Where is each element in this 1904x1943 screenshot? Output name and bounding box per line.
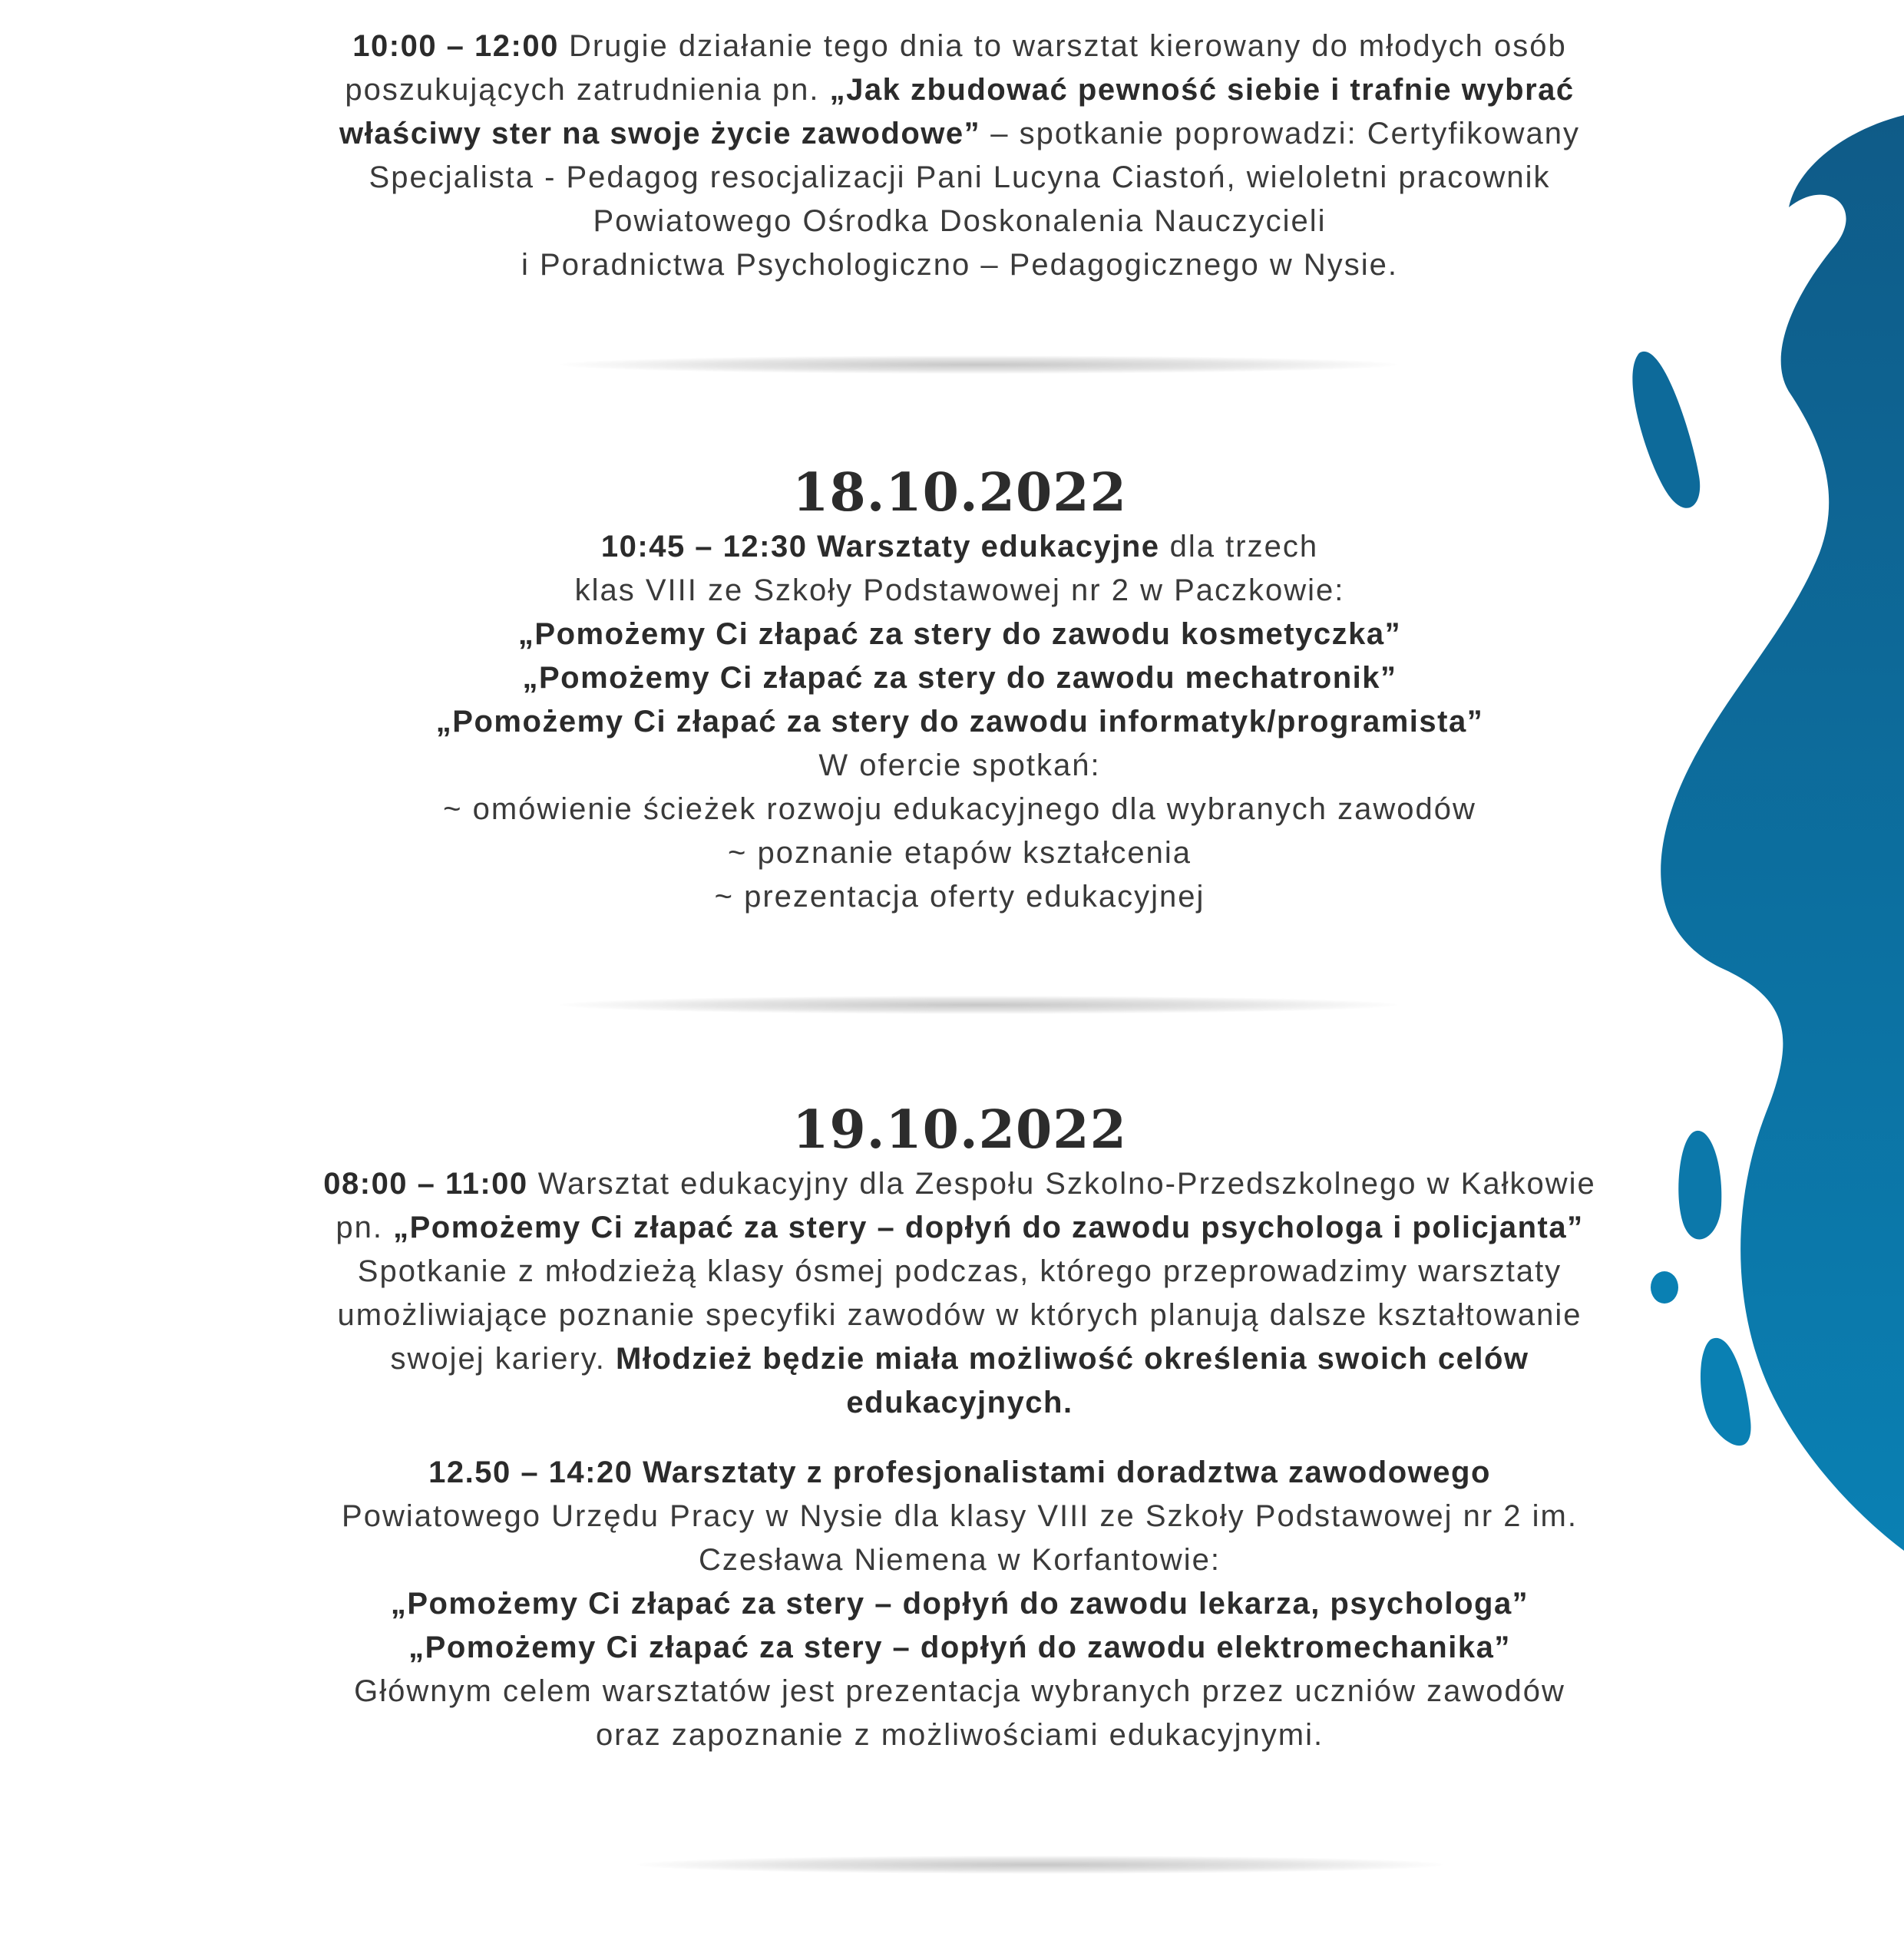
text-line bbox=[292, 831, 1628, 875]
text-line bbox=[292, 156, 1628, 200]
section3-lines-b bbox=[292, 1451, 1628, 1757]
text-run: swojej kariery. bbox=[390, 1342, 616, 1376]
text-line bbox=[292, 1582, 1628, 1626]
text-line bbox=[292, 569, 1628, 613]
text-line bbox=[292, 243, 1628, 287]
section-workshop-intro bbox=[292, 25, 1628, 287]
bold-text: 12.50 – 14:20 Warsztaty z profesjonalistami doradztwa zawodowego bbox=[428, 1456, 1491, 1489]
text-line bbox=[292, 613, 1628, 656]
bold-text: „Pomożemy Ci złapać za stery do zawodu mechatronik” bbox=[522, 661, 1397, 695]
text-run: pn. bbox=[336, 1211, 394, 1244]
text-line bbox=[292, 1538, 1628, 1582]
text-run: Głównym celem warsztatów jest prezentacja wybranych przez uczniów zawodów bbox=[354, 1674, 1565, 1708]
blob-small-drop-top bbox=[1632, 352, 1700, 508]
text-line bbox=[292, 1250, 1628, 1294]
text-run: W ofercie spotkań: bbox=[818, 748, 1101, 782]
text-run: Drugie działanie tego dnia to warsztat kierowany do młodych osób bbox=[558, 29, 1567, 63]
text-run: i Poradnictwa Psychologiczno – Pedagogicznego w Nysie. bbox=[521, 248, 1398, 282]
text-line bbox=[292, 1713, 1628, 1757]
text-run: Warsztat edukacyjny dla Zespołu Szkolno-Przedszkolnego w Kałkowie bbox=[527, 1167, 1596, 1201]
text-line bbox=[292, 1162, 1628, 1206]
text-run: poszukujących zatrudnienia pn. bbox=[345, 73, 830, 107]
bold-text: właściwy ster na swoje życie zawodowe” bbox=[339, 117, 981, 150]
text-line bbox=[292, 744, 1628, 788]
section-18-10-2022 bbox=[292, 461, 1628, 919]
text-run: umożliwiające poznanie specyfiki zawodów w których planują dalsze kształtowanie bbox=[337, 1298, 1582, 1332]
section-divider bbox=[637, 1855, 1443, 1874]
bold-text: 08:00 – 11:00 bbox=[323, 1167, 528, 1201]
text-run: Czesława Niemena w Korfantowie: bbox=[698, 1543, 1221, 1577]
text-line bbox=[292, 788, 1628, 831]
bold-text: Młodzież będzie miała możliwość określenia swoich celów bbox=[616, 1342, 1529, 1376]
text-run: oraz zapoznanie z możliwościami edukacyjnymi. bbox=[595, 1718, 1324, 1752]
bold-text: „Pomożemy Ci złapać za stery – dopłyń do zawodu lekarza, psychologa” bbox=[390, 1587, 1529, 1621]
blob-drop-middle bbox=[1678, 1131, 1721, 1240]
bold-text: edukacyjnych. bbox=[846, 1386, 1073, 1419]
text-run: klas VIII ze Szkoły Podstawowej nr 2 w Paczkowie: bbox=[574, 573, 1345, 607]
text-line bbox=[292, 1337, 1628, 1381]
bold-text: „Pomożemy Ci złapać za stery do zawodu informatyk/programista” bbox=[435, 705, 1484, 739]
section3-lines-a bbox=[292, 1162, 1628, 1425]
blob-dot bbox=[1651, 1271, 1678, 1304]
blob-drop-bottom bbox=[1701, 1338, 1751, 1446]
bold-text: „Jak zbudować pewność siebie i trafnie wybrać bbox=[829, 73, 1575, 107]
bold-text: 10:00 – 12:00 bbox=[352, 29, 559, 63]
text-run: ~ poznanie etapów kształcenia bbox=[728, 836, 1192, 870]
text-line bbox=[292, 656, 1628, 700]
section2-lines bbox=[292, 525, 1628, 919]
text-line bbox=[292, 525, 1628, 569]
bold-text: „Pomożemy Ci złapać za stery – dopłyń do zawodu psychologa i policjanta” bbox=[393, 1211, 1584, 1244]
text-run: ~ prezentacja oferty edukacyjnej bbox=[714, 880, 1205, 914]
text-line bbox=[292, 1626, 1628, 1670]
text-run: dla trzech bbox=[1159, 530, 1319, 563]
section-divider bbox=[560, 996, 1397, 1014]
text-line bbox=[292, 112, 1628, 156]
text-line bbox=[292, 1381, 1628, 1425]
text-line bbox=[292, 200, 1628, 243]
text-run: – spotkanie poprowadzi: Certyfikowany bbox=[980, 117, 1580, 150]
text-line bbox=[292, 700, 1628, 744]
bold-text: „Pomożemy Ci złapać za stery do zawodu kosmetyczka” bbox=[517, 617, 1402, 651]
text-line bbox=[292, 25, 1628, 68]
text-line bbox=[292, 1670, 1628, 1713]
text-line bbox=[292, 1495, 1628, 1538]
blob-main-shape bbox=[1661, 115, 1904, 1551]
text-line bbox=[292, 1206, 1628, 1250]
text-run: Powiatowego Urzędu Pracy w Nysie dla klasy VIII ze Szkoły Podstawowej nr 2 im. bbox=[342, 1499, 1578, 1533]
text-run: Spotkanie z młodzieżą klasy ósmej podczas, którego przeprowadzimy warsztaty bbox=[357, 1254, 1562, 1288]
text-run: Specjalista - Pedagog resocjalizacji Pani Lucyna Ciastoń, wieloletni pracownik bbox=[369, 160, 1551, 194]
text-line bbox=[292, 68, 1628, 112]
section-divider bbox=[560, 355, 1397, 374]
section1-lines bbox=[292, 25, 1628, 287]
bold-text: „Pomożemy Ci złapać za stery – dopłyń do zawodu elektromechanika” bbox=[408, 1631, 1511, 1664]
date-heading: 19.10.2022 bbox=[792, 1099, 1127, 1161]
text-line bbox=[292, 1451, 1628, 1495]
text-line bbox=[292, 875, 1628, 919]
date-heading: 18.10.2022 bbox=[792, 462, 1127, 524]
bold-text: 10:45 – 12:30 Warsztaty edukacyjne bbox=[600, 530, 1160, 563]
section-19-10-2022 bbox=[292, 1098, 1628, 1757]
text-run: ~ omówienie ścieżek rozwoju edukacyjnego dla wybranych zawodów bbox=[443, 792, 1476, 826]
text-line bbox=[292, 1294, 1628, 1337]
text-run: Powiatowego Ośrodka Doskonalenia Nauczycieli bbox=[593, 204, 1327, 238]
